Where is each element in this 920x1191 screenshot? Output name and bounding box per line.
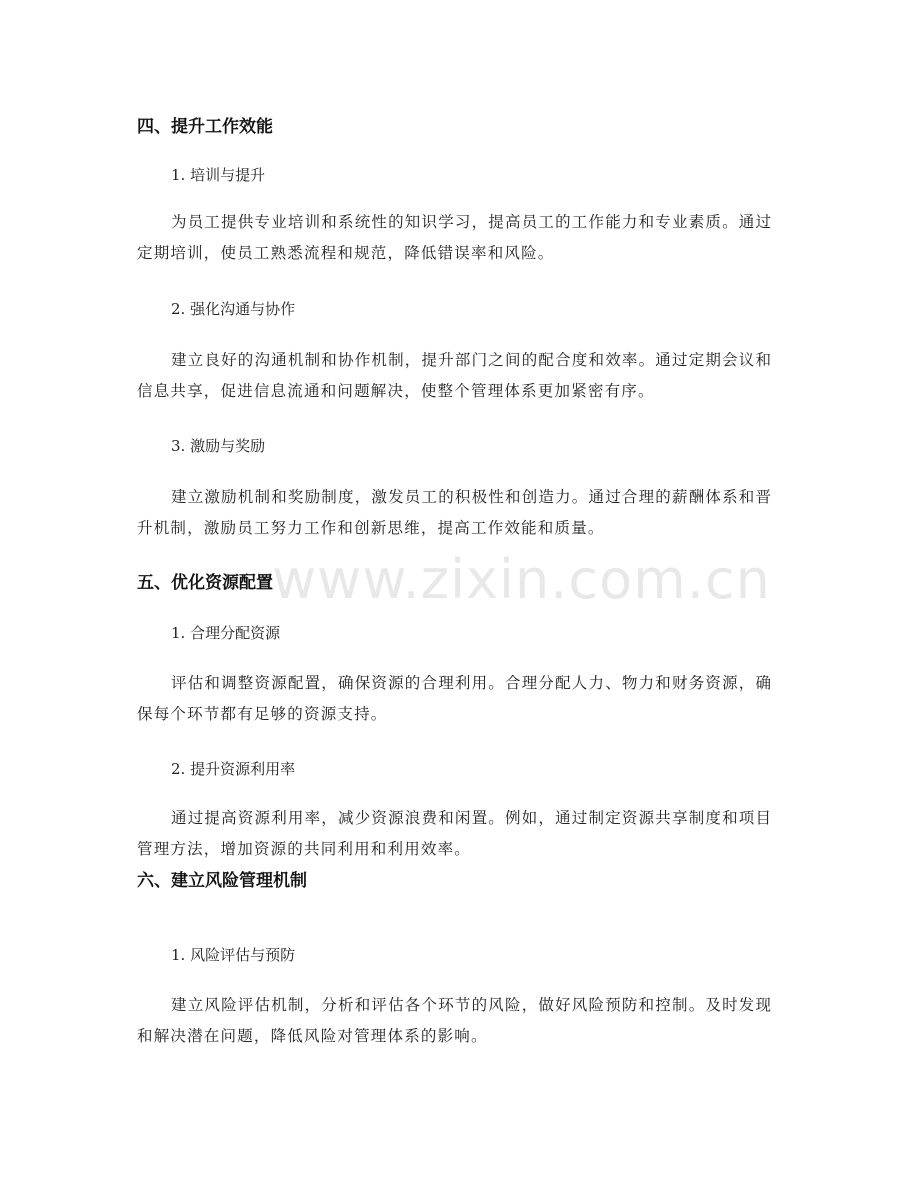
paragraph: 建立风险评估机制，分析和评估各个环节的风险，做好风险预防和控制。及时发现和解决潜在问题，降低风险对管理体系的影响。 <box>137 996 773 1045</box>
subsection-title: 2. 提升资源利用率 <box>171 760 296 778</box>
paragraph: 评估和调整资源配置，确保资源的合理利用。合理分配人力、物力和财务资源，确保每个环节都有足够的资源支持。 <box>137 674 773 723</box>
paragraph: 通过提高资源利用率，减少资源浪费和闲置。例如，通过制定资源共享制度和项目管理方法，增加资源的共同利用和利用效率。 <box>137 809 773 858</box>
subsection-title: 2. 强化沟通与协作 <box>171 300 296 318</box>
section-heading: 四、提升工作效能 <box>137 117 273 137</box>
section-heading: 五、优化资源配置 <box>137 573 273 593</box>
subsection-title: 1. 培训与提升 <box>171 166 266 184</box>
section-heading: 六、建立风险管理机制 <box>137 871 307 891</box>
paragraph: 建立激励机制和奖励制度，激发员工的积极性和创造力。通过合理的薪酬体系和晋升机制，激励员工努力工作和创新思维，提高工作效能和质量。 <box>137 488 773 537</box>
subsection-title: 1. 风险评估与预防 <box>171 946 296 964</box>
paragraph: 建立良好的沟通机制和协作机制，提升部门之间的配合度和效率。通过定期会议和信息共享，促进信息流通和问题解决，使整个管理体系更加紧密有序。 <box>137 351 773 400</box>
subsection-title: 1. 合理分配资源 <box>171 624 281 642</box>
watermark: www.zixin.com.cn <box>272 548 771 611</box>
paragraph: 为员工提供专业培训和系统性的知识学习，提高员工的工作能力和专业素质。通过定期培训，使员工熟悉流程和规范，降低错误率和风险。 <box>137 213 773 262</box>
subsection-title: 3. 激励与奖励 <box>171 437 266 455</box>
